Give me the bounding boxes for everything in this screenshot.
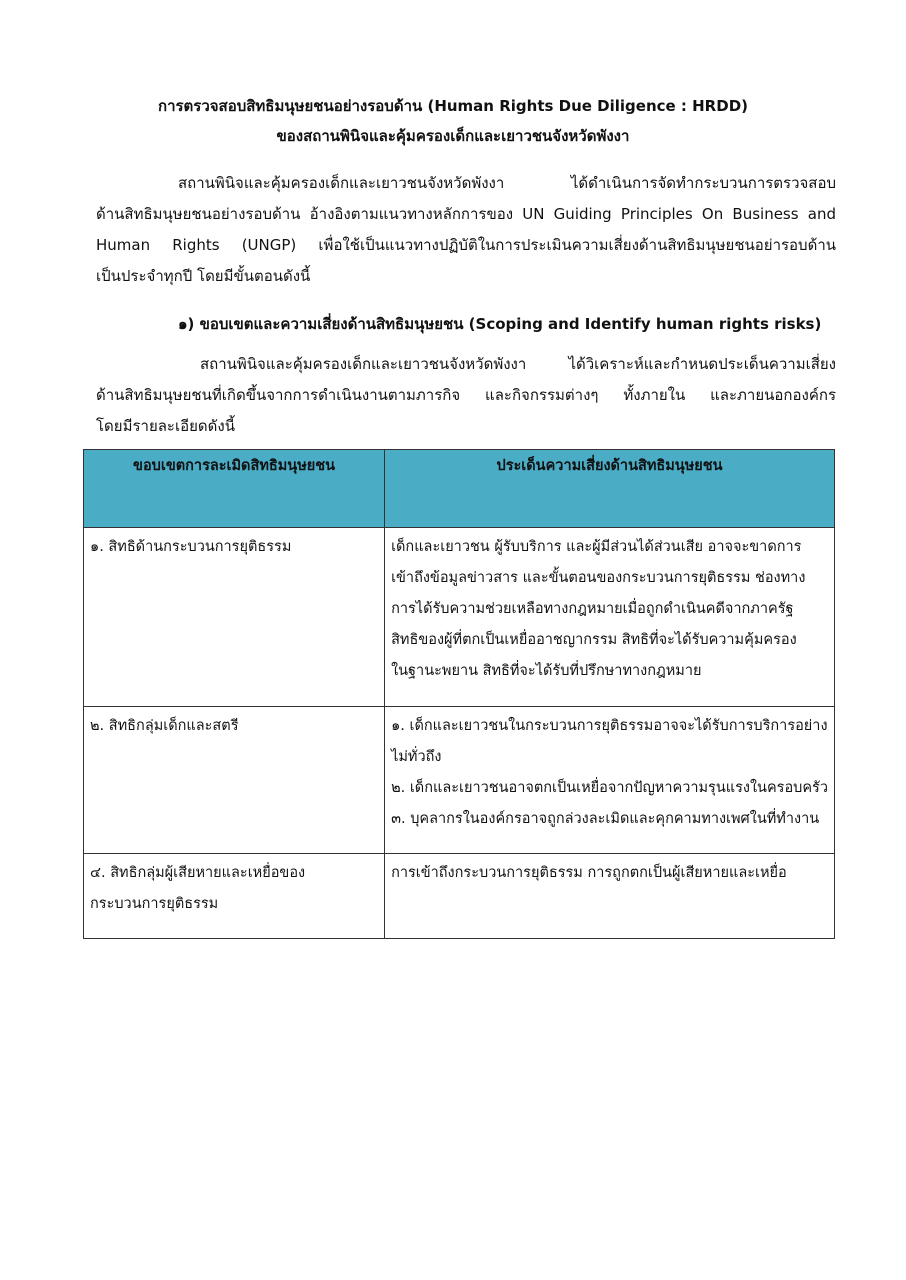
risk-table [83,449,835,939]
risk-text: ๑. เด็กและเยาวชนในกระบวนการยุติธรรมอาจจะได้รับการบริการอย่าง [391,718,828,734]
risk-cell [385,707,835,854]
risk-text: ๒. เด็กและเยาวชนอาจตกเป็นเหยื่อจากปัญหาความรุนแรงในครอบครัว [391,780,828,796]
risk-text: ในฐานะพยาน สิทธิที่จะได้รับที่ปรึกษาทางกฎหมาย [391,663,702,679]
scope-cell [84,528,385,707]
table-row [84,528,835,707]
scope-text: ๑. สิทธิด้านกระบวนการยุติธรรม [90,539,292,555]
table-header-row [84,450,835,528]
header-scope: ขอบเขตการละเมิดสิทธิมนุษยชน [84,450,385,528]
table-row [84,707,835,854]
scope-text: กระบวนการยุติธรรม [90,896,219,912]
section-1-line: สถานพินิจและคุ้มครองเด็กและเยาวชนจังหวัดพังงา ได้วิเคราะห์และกำหนดประเด็นความเสี่ยง [200,355,836,373]
risk-cell [385,854,835,939]
risk-cell [385,528,835,707]
table-row [84,854,835,939]
section-1-line: โดยมีรายละเอียดดังนี้ [96,417,235,435]
section-1-line: ด้านสิทธิมนุษยชนที่เกิดขึ้นจากการดำเนินงานตามภารกิจ และกิจกรรมต่างๆ ทั้งภายใน และภายนอกองค์กร [96,386,836,404]
document-title-line-2: ของสถานพินิจและคุ้มครองเด็กและเยาวชนจังหวัดพังงา [276,127,630,145]
intro-line: ด้านสิทธิมนุษยชนอย่างรอบด้าน อ้างอิงตามแนวทางหลักการของ UN Guiding Principles On Business and [96,205,836,223]
intro-line: Human Rights (UNGP) เพื่อใช้เป็นแนวทางปฏิบัติในการประเมินความเสี่ยงด้านสิทธิมนุษยชนอย่ารอบด้าน [96,236,836,254]
scope-text: ๔. สิทธิกลุ่มผู้เสียหายและเหยื่อของ [90,865,306,881]
risk-text: ไม่ทั่วถึง [391,749,442,765]
intro-line: สถานพินิจและคุ้มครองเด็กและเยาวชนจังหวัดพังงา ได้ดำเนินการจัดทำกระบวนการตรวจสอบ [178,174,836,192]
scope-text: ๒. สิทธิกลุ่มเด็กและสตรี [90,718,239,734]
risk-text: ๓. บุคลากรในองค์กรอาจถูกล่วงละเมิดและคุกคามทางเพศในที่ทำงาน [391,811,820,827]
risk-text: เด็กและเยาวชน ผู้รับบริการ และผู้มีส่วนได้ส่วนเสีย อาจจะขาดการ [391,539,802,555]
header-risk: ประเด็นความเสี่ยงด้านสิทธิมนุษยชน [385,450,835,528]
section-1-heading: ๑) ขอบเขตและความเสี่ยงด้านสิทธิมนุษยชน (Scoping and Identify human rights risks) [178,315,822,333]
scope-cell [84,707,385,854]
document-title-line-1: การตรวจสอบสิทธิมนุษยชนอย่างรอบด้าน (Human Rights Due Diligence : HRDD) [157,97,748,115]
risk-text: สิทธิของผู้ที่ตกเป็นเหยื่ออาชญากรรม สิทธิที่จะได้รับความคุ้มครอง [391,632,797,648]
intro-line: เป็นประจำทุกปี โดยมีขั้นตอนดังนี้ [96,267,311,285]
risk-text: การได้รับความช่วยเหลือทางกฎหมายเมื่อถูกดำเนินคดีจากภาครัฐ [391,601,794,617]
intro-paragraph [96,168,836,292]
risk-text: เข้าถึงข้อมูลข่าวสาร และขั้นตอนของกระบวนการยุติธรรม ช่องทาง [391,570,806,586]
section-1-paragraph [96,349,836,442]
risk-text: การเข้าถึงกระบวนการยุติธรรม การถูกตกเป็นผู้เสียหายและเหยื่อ [391,865,787,881]
scope-cell [84,854,385,939]
